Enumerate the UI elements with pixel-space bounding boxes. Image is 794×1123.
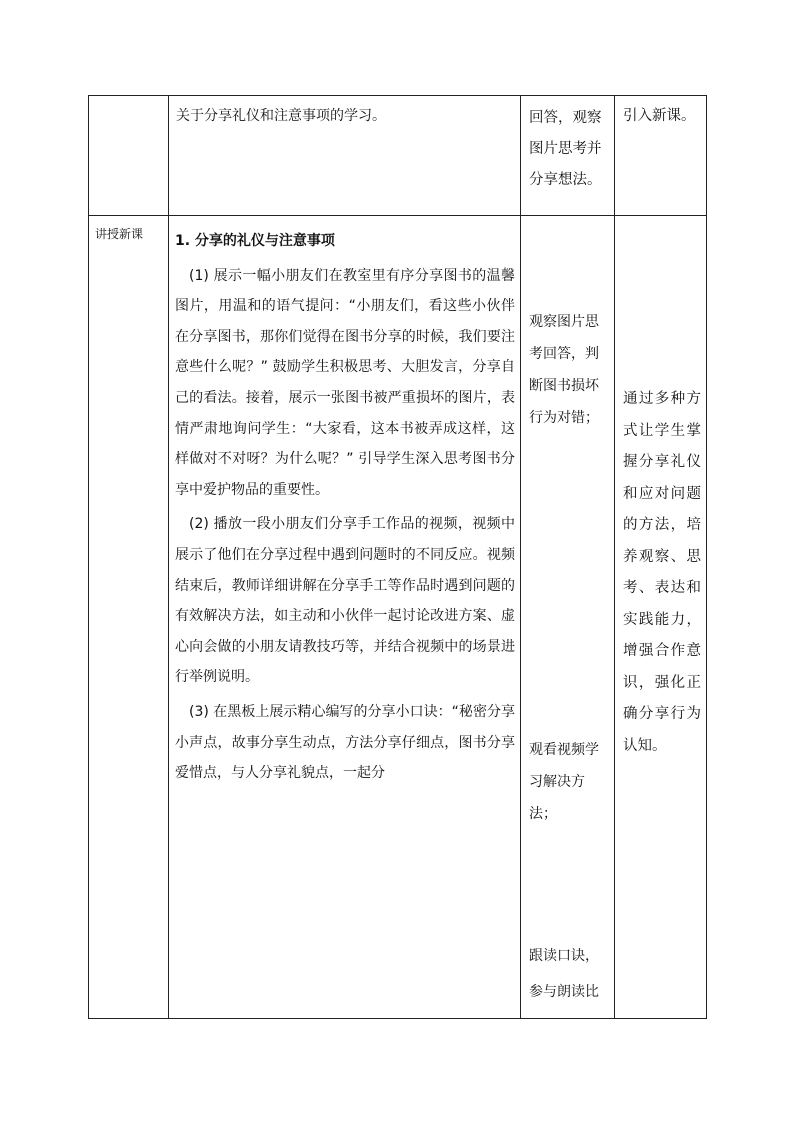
table-row-new-lesson [89,216,707,1019]
student-activity-cell [521,216,615,1019]
content-paragraph: (3) 在黑板上展示精心编写的分享小口诀：“秘密分享小声点，故事分享生动点，方法分享仔细点，图书分享爱惜点，与人分享礼貌点，一起分 [175,703,515,782]
student-activity-text: 回答，观察图片思考并分享想法。 [529,110,602,188]
teacher-activity-content [175,226,515,789]
student-activity-cell [521,96,615,216]
content-paragraph: (1) 展示一幅小朋友们在教室里有序分享图书的温馨图片，用温和的语气提问：“小朋友们，看这些小伙伴在分享图书，那你们觉得在图书分享的时候，我们要注意些什么呢？” 鼓励学生积极思考、大胆发言，分享自己的看法。接着，展示一张图书被严重损坏的图片，表情严肃地询问学生：“大家看，这本书被弄成这样，这样做对不对呀？为什么呢？” 引导学生深入思考图书分享中爱护物品的重要性。 [175,267,515,498]
design-intent-cell [615,216,707,1019]
teacher-activity-cell [169,216,521,1019]
teacher-activity-cell [169,96,521,216]
design-intent-text: 引入新课。 [623,108,696,124]
design-intent-cell [615,96,707,216]
teacher-activity-text: 关于分享礼仪和注意事项的学习。 [176,108,386,124]
table-row-intro [89,96,707,216]
student-activity-text: 跟读口诀，参与朗读比 [529,948,599,1000]
lesson-plan-table [88,95,707,1019]
content-paragraph: (2) 播放一段小朋友们分享手工作品的视频，视频中展示了他们在分享过程中遇到问题时的不同反应。视频结束后，教师详细讲解在分享手工等作品时遇到问题的有效解决方法，如主动和小伙伴一起讨论改进方案、虚心向会做的小朋友请教技巧等，并结合视频中的场景进行举例说明。 [175,516,515,686]
section-cell [89,216,169,1019]
content-heading: 1. 分享的礼仪与注意事项 [175,233,335,249]
section-label: 讲授新课 [95,227,144,241]
student-activity-text: 观看视频学习解决方法； [529,742,599,822]
student-activity-text: 观察图片思考回答，判断图书损坏行为对错； [529,314,599,426]
section-cell [89,96,169,216]
design-intent-text: 通过多种方式让学生掌握分享礼仪和应对问题的方法，培养观察、思考、表达和实践能力，增强合作意识，强化正确分享行为认知。 [623,391,701,754]
